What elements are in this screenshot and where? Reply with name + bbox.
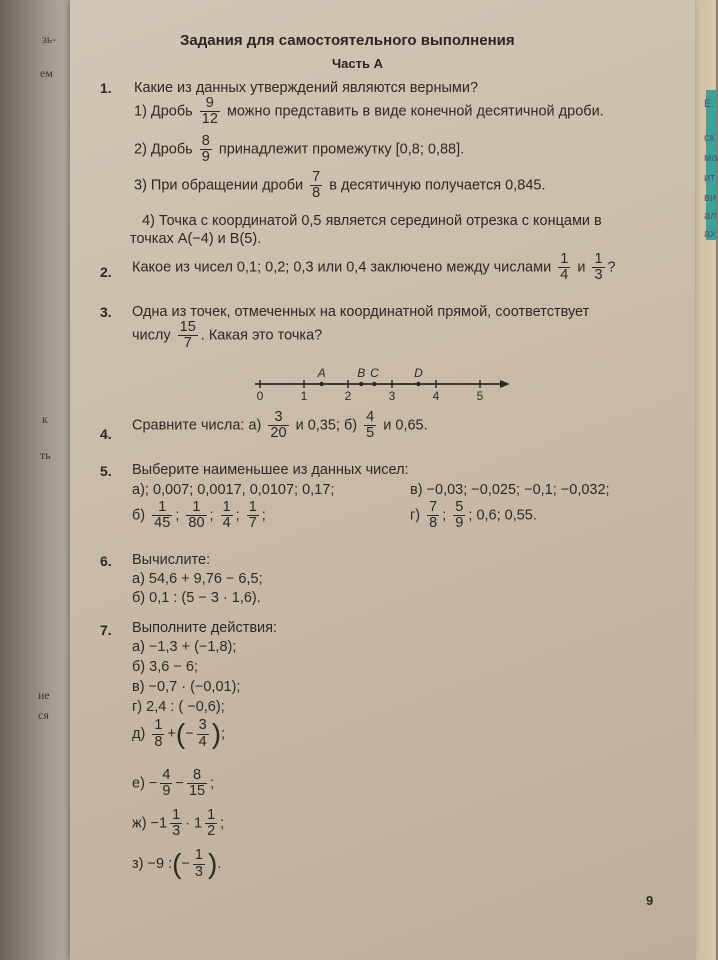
axis-point-label-b: B xyxy=(357,366,366,380)
axis-point-label-d: D xyxy=(414,366,423,380)
task-2-text: Какое из чисел 0,1; 0,2; 0,3 или 0,4 заключено между числами $\frac{1}{4}$ и $\frac{1}{3}$ ? xyxy=(132,251,616,284)
task-1-statement-2: 2) Дробь $\frac{8}{9}$ принадлежит промежутку [0,8; 0,88]. xyxy=(134,133,465,166)
task-1-statement-3: 3) При обращении дроби $\frac{7}{8}$ в десятичную получается 0,845. xyxy=(134,169,546,202)
task-5-option-v: в) −0,03; −0,025; −0,1; −0,032; xyxy=(410,482,610,498)
page-number: 9 xyxy=(646,893,654,908)
right-page-fragment: ма xyxy=(704,152,718,164)
task-7-number: 7. xyxy=(100,622,112,638)
left-page-fragment: к xyxy=(42,412,48,426)
task-2-number: 2. xyxy=(100,264,112,280)
task-7-item-d: д) $\frac{1}{8}$ +(− $\frac{3}{4}$ ); xyxy=(132,717,226,750)
axis-tick-label: 5 xyxy=(476,389,484,403)
right-page-fragment: ал xyxy=(704,210,717,222)
right-page-fragment: ит xyxy=(704,172,716,184)
task-5-text: Выберите наименьшее из данных чисел: xyxy=(132,462,409,478)
task-1-text: Какие из данных утверждений являются верными? xyxy=(134,80,479,96)
part-heading: Часть А xyxy=(332,56,383,71)
axis-point-label-a: A xyxy=(317,366,326,380)
task-7-item-v: в) −0,7 · (−0,01); xyxy=(132,679,241,695)
axis-tick-label: 3 xyxy=(388,389,396,403)
right-page-fragment: ах xyxy=(704,228,716,240)
axis-point-label-c: C xyxy=(370,366,379,380)
task-1-number: 1. xyxy=(100,80,112,96)
task-5-option-g: г) $\frac{7}{8}$ ; $\frac{5}{9}$ ; 0,6; 0,55. xyxy=(410,499,537,532)
task-5-option-b: б) $\frac{1}{45}$ ; $\frac{1}{80}$ ; $\frac{1}{4}$ ; $\frac{1}{7}$ ; xyxy=(132,499,266,532)
number-line xyxy=(250,358,520,408)
axis-tick-label: 4 xyxy=(432,389,440,403)
right-page-fragment: ск xyxy=(704,132,715,144)
task-7-item-g: г) 2,4 : ( −0,6); xyxy=(132,699,225,715)
task-7-item-a: а) −1,3 + (−1,8); xyxy=(132,639,237,655)
number-line-arrow xyxy=(500,380,510,388)
right-page-fragment: ви xyxy=(704,192,716,204)
workbook-page xyxy=(70,0,695,960)
axis-point-a xyxy=(319,382,323,386)
axis-tick-label: 0 xyxy=(256,389,264,403)
task-7-item-e: е) − $\frac{4}{9}$ − $\frac{8}{15}$ ; xyxy=(132,767,215,800)
task-3-line-2: числу $\frac{15}{7}$ . Какая это точка? xyxy=(132,319,323,352)
right-page-fragment: Е. xyxy=(704,98,715,110)
task-7-item-z: з) −9 :(− $\frac{1}{3}$ ). xyxy=(132,847,222,880)
task-4-number: 4. xyxy=(100,426,112,442)
task-5-option-a: а); 0,007; 0,0017, 0,0107; 0,17; xyxy=(132,482,335,498)
task-5-number: 5. xyxy=(100,463,112,479)
task-7-item-zh: ж) −1 $\frac{1}{3}$ · 1 $\frac{1}{2}$ ; xyxy=(132,807,225,840)
task-6-text: Вычислите: xyxy=(132,552,211,568)
task-1-statement-1: 1) Дробь $\frac{9}{12}$ можно представить в виде конечной десятичной дроби. xyxy=(134,95,604,128)
task-3-number: 3. xyxy=(100,304,112,320)
left-page-fragment: ие xyxy=(38,688,50,702)
axis-point-b xyxy=(359,382,363,386)
task-7-text: Выполните действия: xyxy=(132,620,278,636)
task-6-item-a: а) 54,6 + 9,76 − 6,5; xyxy=(132,571,263,587)
left-page-fragment: ся xyxy=(38,708,49,722)
task-1-statement-4-line-1: 4) Точка с координатой 0,5 является серединой отрезка с концами в xyxy=(142,213,602,229)
task-6-item-b: б) 0,1 : (5 − 3 · 1,6). xyxy=(132,590,261,606)
task-6-number: 6. xyxy=(100,553,112,569)
task-3-line-1: Одна из точек, отмеченных на координатной прямой, соответствует xyxy=(132,304,590,320)
left-page-fragment: ть xyxy=(40,448,51,462)
left-page-fragment: ем xyxy=(40,66,53,80)
left-page-fragment: зь- xyxy=(42,32,57,46)
axis-tick-label: 1 xyxy=(300,389,308,403)
axis-point-d xyxy=(416,382,420,386)
task-4-text: Сравните числа: а) $\frac{3}{20}$ и 0,35; б) $\frac{4}{5}$ и 0,65. xyxy=(132,409,428,442)
task-7-item-b: б) 3,6 − 6; xyxy=(132,659,198,675)
axis-tick-label: 2 xyxy=(344,389,352,403)
axis-point-c xyxy=(372,382,376,386)
left-page-edge xyxy=(0,0,70,960)
task-1-statement-4-line-2: точках A(−4) и B(5). xyxy=(130,231,262,247)
page-title: Задания для самостоятельного выполнения xyxy=(180,32,515,49)
